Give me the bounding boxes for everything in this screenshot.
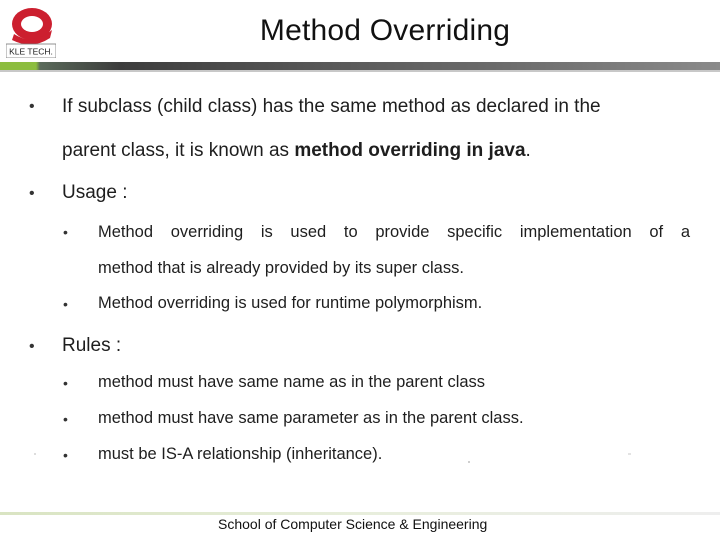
sub-bullet-marker: •	[63, 447, 68, 463]
rules-item-2: method must have same parameter as in the parent class.	[98, 409, 524, 427]
sub-bullet-marker: •	[63, 296, 68, 312]
bullet-marker: •	[29, 185, 35, 202]
usage-label: Usage :	[62, 182, 128, 203]
header-rule	[0, 70, 720, 72]
footer-rule	[0, 512, 720, 515]
kle-tech-logo	[6, 4, 56, 58]
footer-text: School of Computer Science & Engineering	[218, 516, 488, 532]
rules-item-3: must be IS-A relationship (inheritance).	[98, 445, 383, 463]
scan-artifacts	[0, 451, 720, 463]
usage-item-2: Method overriding is used for runtime polymorphism.	[98, 294, 483, 312]
bullet-marker: •	[29, 98, 35, 115]
usage-item-1-line-1: Method overriding is used to provide specific implementation of a	[98, 223, 690, 241]
sub-bullet-marker: •	[63, 375, 68, 391]
slide-title: Method Overriding	[259, 14, 511, 47]
rules-label: Rules :	[62, 335, 122, 356]
logo-emblem-icon	[6, 4, 56, 58]
usage-item-1-line-2: method that is already provided by its super class.	[98, 259, 464, 277]
header-bar	[0, 62, 720, 70]
rules-item-1: method must have same name as in the parent class	[98, 373, 486, 391]
sub-bullet-marker: •	[63, 224, 68, 240]
bullet-1-line-2: parent class, it is known as method overriding in java.	[62, 140, 531, 161]
logo-text: KLE TECH.	[9, 46, 53, 57]
bullet-marker: •	[29, 338, 35, 355]
sub-bullet-marker: •	[63, 411, 68, 427]
bullet-1-line-1: If subclass (child class) has the same method as declared in the	[62, 96, 601, 117]
